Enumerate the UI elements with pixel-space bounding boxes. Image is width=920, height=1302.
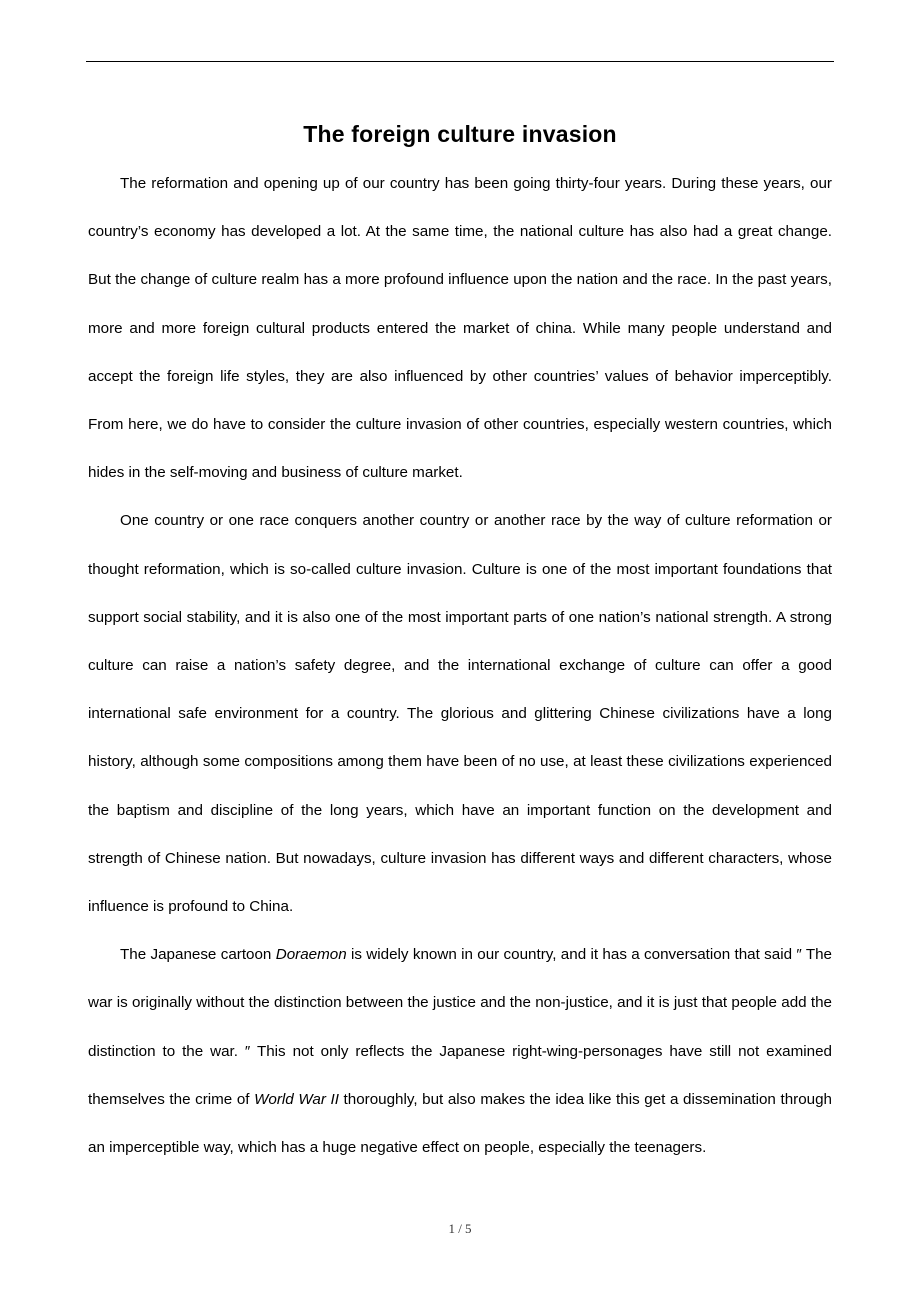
paragraph-1	[88, 160, 832, 497]
paragraph-1-text: The reformation and opening up of our country has been going thirty-four years. During these years, our country’s economy has developed a lot. At the same time, the national culture has also had a great change. But the change of culture realm has a more profound influence upon the nation and the race. In the past years, more and more foreign cultural products entered the market of china. While many people understand and accept the foreign life styles, they are also influenced by other countries’ values of behavior imperceptibly. From here, we do have to consider the culture invasion of other countries, especially western countries, which hides in the self-moving and business of culture market.	[88, 175, 832, 482]
page-number: 1 / 5	[448, 1221, 472, 1236]
header-rule	[86, 61, 834, 62]
world-war-ii-italic: World War II	[254, 1090, 339, 1108]
paragraph-2-text: One country or one race conquers another country or another race by the way of culture reformation or thought reformation, which is so-called culture invasion. Culture is one of the most important foundations that support social stability, and it is also one of the most important parts of one nation’s national strength. A strong culture can raise a nation’s safety degree, and the international exchange of culture can offer a good international safe environment for a country. The glorious and glittering Chinese civilizations have a long history, although some compositions among them have been of no use, at least these civilizations experienced the baptism and discipline of the long years, which have an important function on the development and strength of Chinese nation. But nowadays, culture invasion has different ways and different characters, whose influence is profound to China.	[88, 512, 832, 916]
document-title: The foreign culture invasion	[303, 121, 617, 147]
doraemon-title-italic: Doraemon	[275, 946, 347, 964]
paragraph-3	[88, 931, 832, 1172]
paragraph-3-text-b: is widely known in our country, and it has a conversation that said ″ The war is originally without the distinction between the justice and the non-justice, and it is just that people add the distinction to the war. ″ This not only reflects the Japanese right-wing-personages have still not examined themselves the crime of	[88, 946, 832, 1108]
paragraph-3-text-c: thoroughly, but also makes the idea like this get a dissemination through an imperceptible way, which has a huge negative effect on people, especially the teenagers.	[88, 1090, 832, 1157]
paragraph-3-text-a: The Japanese cartoon	[120, 946, 276, 964]
document-body	[88, 160, 832, 1172]
paragraph-2	[88, 497, 832, 931]
